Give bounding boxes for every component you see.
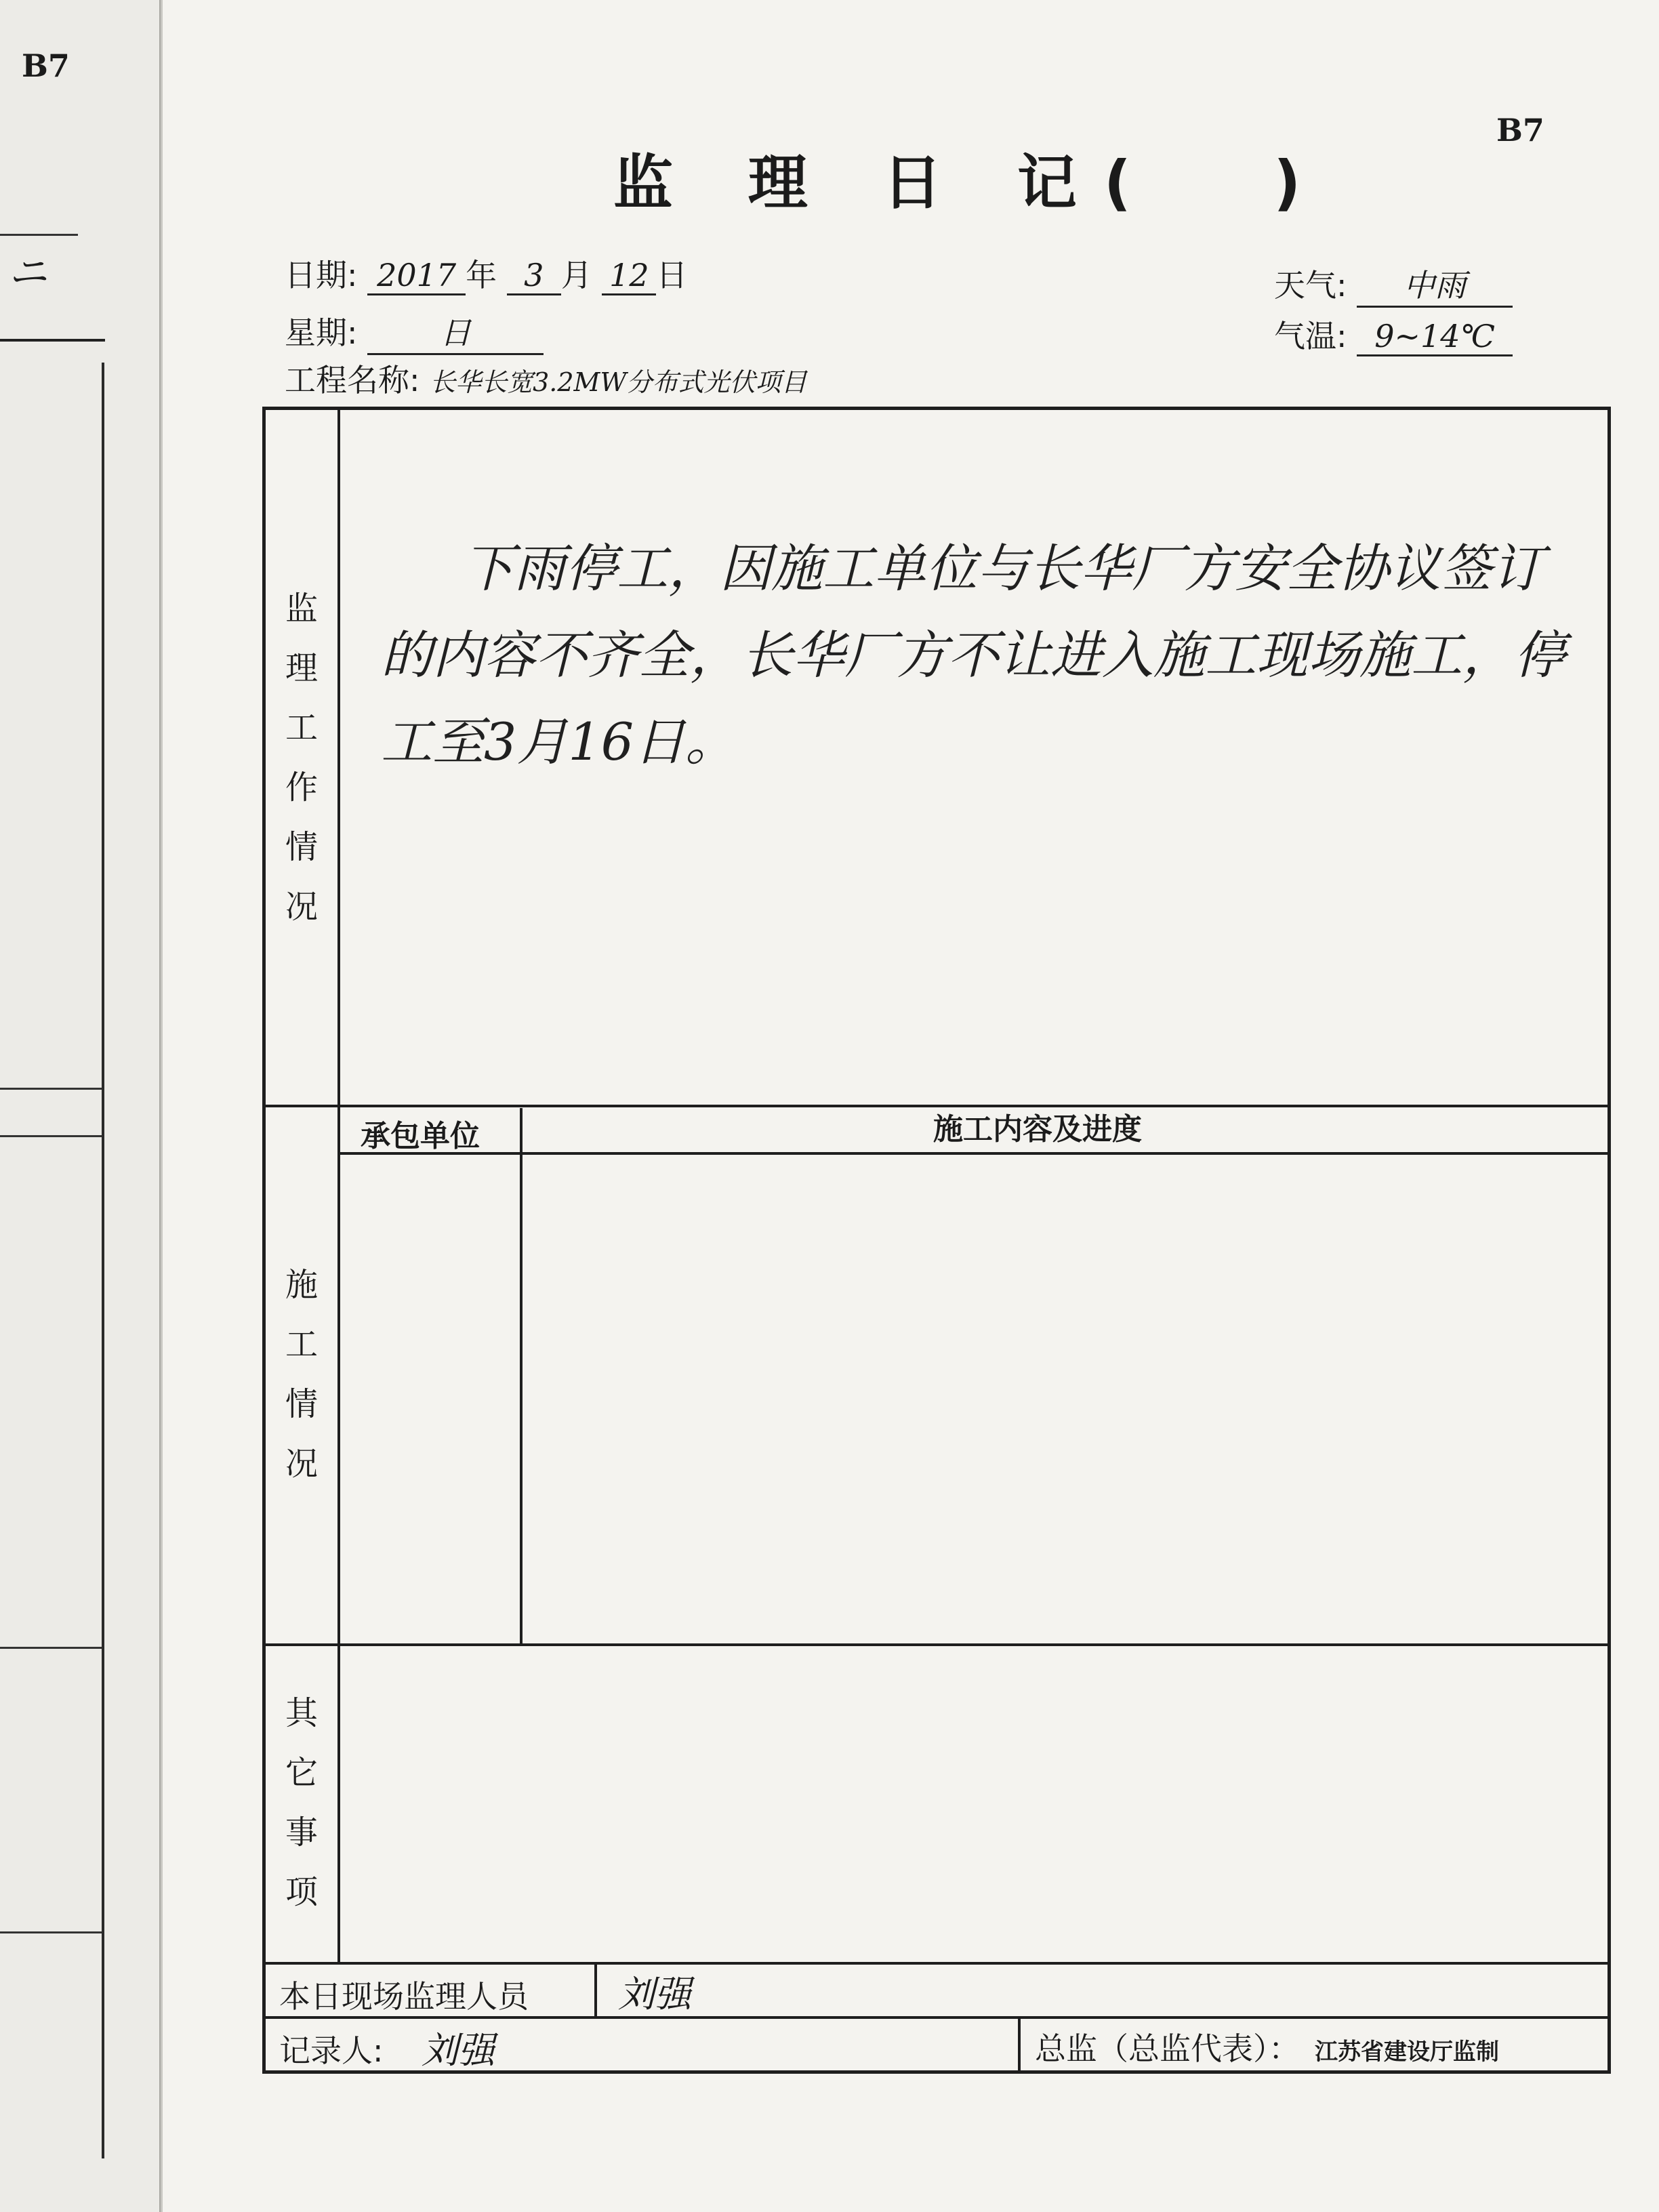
- month-unit: 月: [560, 257, 592, 293]
- recorder-signature: 刘强: [422, 2029, 495, 2072]
- weekday-label: 星期:: [285, 314, 358, 351]
- row-divider: [266, 2016, 1607, 2019]
- left-page-rule: [0, 234, 78, 236]
- form-code: B7: [1496, 112, 1544, 148]
- row-divider: [266, 1962, 1607, 1965]
- progress-header: 施工内容及进度: [933, 1112, 1142, 1147]
- project-label: 工程名称:: [285, 362, 420, 398]
- weekday-field: [285, 308, 544, 355]
- diary-page: [163, 0, 1659, 2212]
- left-page-table-top: [0, 339, 105, 342]
- day-unit: 日: [656, 257, 688, 293]
- left-page-row-line: [0, 1135, 102, 1137]
- temperature-label: 气温:: [1274, 318, 1347, 354]
- weather-field: [1274, 261, 1513, 308]
- month-value: 3: [507, 257, 561, 295]
- previous-page-edge: [0, 0, 161, 2212]
- recorder-label: 记录人:: [279, 2032, 384, 2069]
- chief-supervisor-label: 总监（总监代表）：: [1035, 2030, 1300, 2067]
- temperature-field: [1274, 312, 1513, 356]
- contractor-header: 承包单位: [361, 1119, 480, 1153]
- day-value: 12: [602, 257, 656, 295]
- left-page-code: B7: [22, 47, 70, 84]
- construction-label: 施 工 情 况: [266, 1105, 340, 1643]
- left-page-table-border: [102, 363, 104, 2158]
- temperature-value: 9~14℃: [1357, 318, 1513, 356]
- other-label: 其 它 事 项: [266, 1643, 340, 1962]
- left-page-row-line: [0, 1088, 102, 1090]
- publisher-note: 江苏省建设厅监制: [1315, 2039, 1499, 2066]
- left-page-row-line: [0, 1931, 102, 1933]
- row-divider: [266, 1643, 1607, 1646]
- header-divider: [340, 1152, 1607, 1155]
- diary-table: [262, 407, 1611, 2074]
- supervision-content: 下雨停工，因施工单位与长华厂方安全协议签订的内容不齐全，长华厂方不让进入施工现场施工，停工至3月16日。: [381, 538, 1565, 772]
- project-value: 长华长宽3.2MW分布式光伏项目: [430, 367, 807, 397]
- footer-divider: [594, 1962, 597, 2016]
- left-page-handwriting: ニ: [8, 249, 48, 295]
- year-unit: 年: [466, 257, 497, 293]
- weather-value: 中雨: [1357, 261, 1513, 308]
- weekday-value: 日: [367, 308, 544, 355]
- staff-label: 本日现场监理人员: [279, 1978, 529, 2015]
- staff-signature: 刘强: [618, 1973, 691, 2015]
- page-title: 监 理 日 记( ): [613, 148, 1301, 218]
- date-label: 日期:: [285, 257, 358, 293]
- column-divider: [520, 1108, 523, 1643]
- supervision-label: 监 理 工 作 情 况: [266, 410, 340, 1105]
- left-page-row-line: [0, 1647, 102, 1649]
- weather-label: 天气:: [1274, 267, 1347, 304]
- footer-divider: [1018, 2016, 1021, 2074]
- date-field: [285, 251, 687, 295]
- project-field: [285, 356, 807, 401]
- year-value: 2017: [367, 257, 466, 295]
